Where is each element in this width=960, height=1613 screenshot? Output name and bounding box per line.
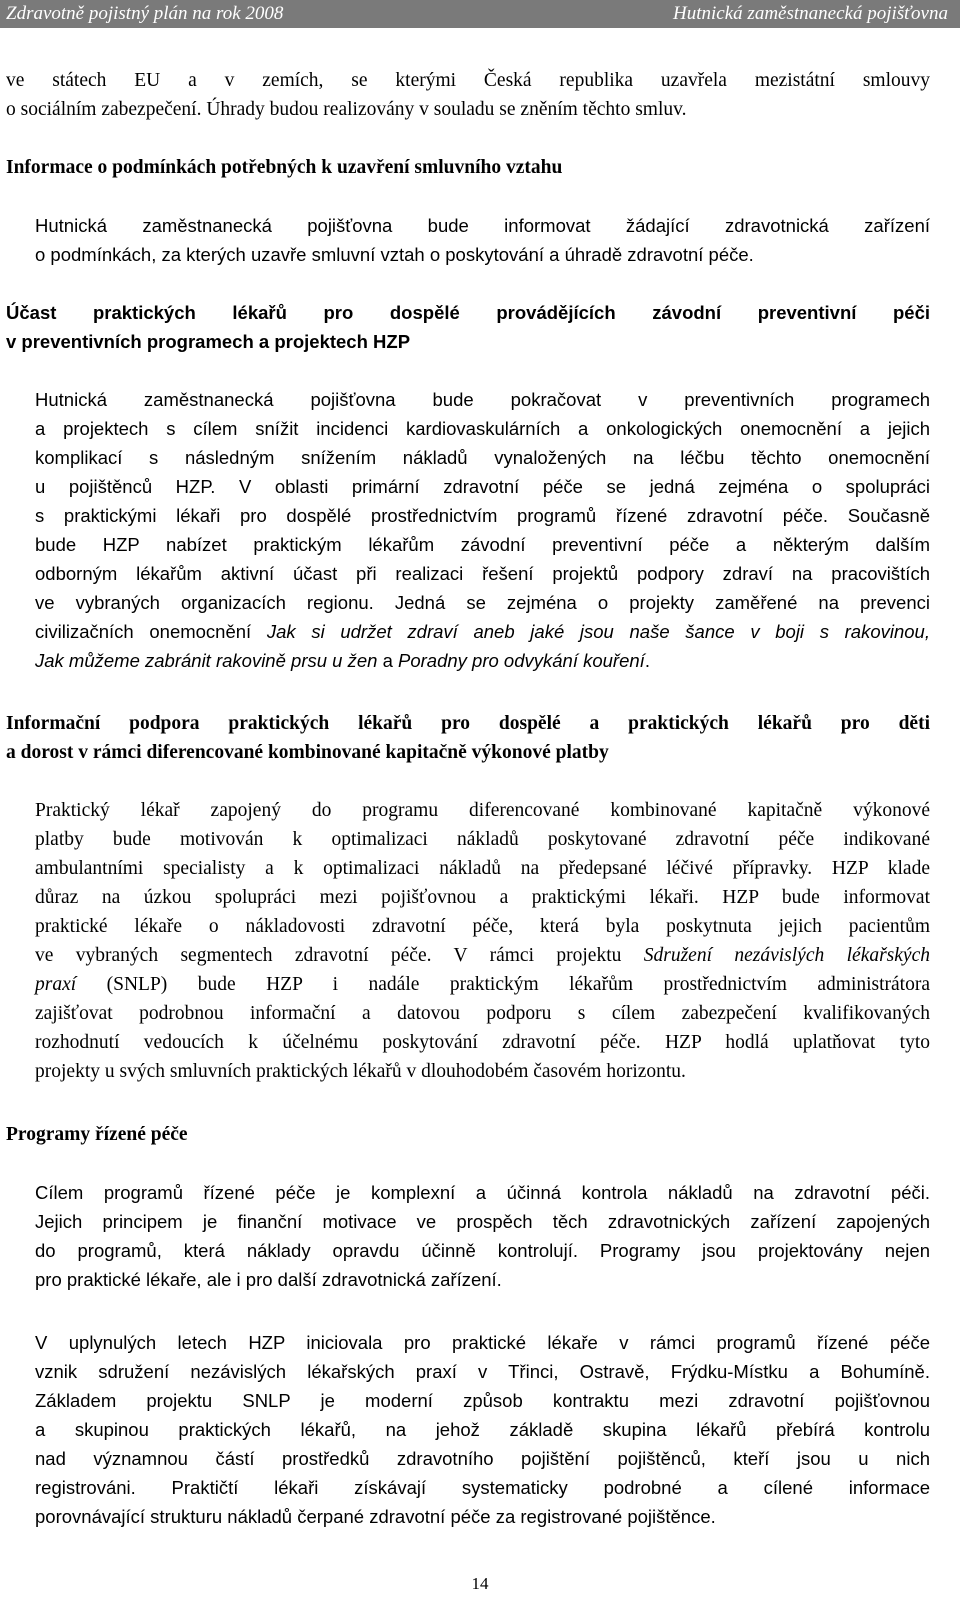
text-line: o podmínkách, za kterých uzavře smluvní vztah o poskytování a úhradě zdravotní péče. (35, 244, 754, 265)
page-header (0, 0, 960, 28)
section-heading-contract-info (6, 153, 930, 182)
text-line (6, 646, 930, 675)
text-line: Jejich principem je finanční motivace ve prospěch těch zdravotnických zařízení zapojených (35, 1211, 930, 1232)
page-number: 14 (471, 1574, 489, 1593)
text-fragment: ve vybraných segmentech zdravotní péče. V rámci projektu (35, 945, 622, 966)
text-fragment: civilizačních onemocnění (35, 621, 252, 642)
text-fragment: . (644, 650, 650, 671)
text-line: Praktický lékař zapojený do programu diferencované kombinované kapitačně výkonové (35, 800, 930, 821)
header-document-title: Zdravotně pojistný plán na rok 2008 (6, 3, 284, 24)
section-heading-information-support (6, 709, 930, 767)
text-line: V uplynulých letech HZP iniciovala pro praktické lékaře v rámci programů řízené péče (35, 1332, 930, 1353)
text-line (6, 617, 930, 646)
text-fragment: a (382, 650, 393, 671)
text-line: o sociálním zabezpečení. Úhrady budou realizovány v souladu se zněním těchto smluv. (6, 99, 687, 120)
text-line: praktické lékaře o nákladovosti zdravotní péče, která byla poskytnuta jejich pacientům (35, 916, 930, 937)
text-fragment: (SNLP) bude HZP i nadále praktickým lékařům prostřednictvím administrátora (106, 974, 931, 995)
paragraph-contract-info (6, 211, 930, 269)
heading-line: Účast praktických lékařů pro dospělé provádějících závodní preventivní péči (6, 302, 930, 323)
text-line: ve vybraných organizacích regionu. Jedná se zejména o projekty zaměřené na prevenci (35, 592, 930, 613)
project-title-italic: Sdružení nezávislých lékařských (643, 945, 930, 966)
document-body (6, 66, 930, 1531)
section-heading-managed-care (6, 1120, 930, 1149)
text-line: rozhodnutí vedoucích k účelnému poskytování zdravotní péče. HZP hodlá uplatňovat tyto (35, 1032, 930, 1053)
project-title-italic: Jak můžeme zabránit rakovině prsu u žen (35, 650, 378, 671)
paragraph-preventive-care (6, 385, 930, 675)
text-line: platby bude motivován k optimalizaci nákladů poskytované zdravotní péče indikované (35, 829, 930, 850)
project-title-italic: Jak si udržet zdraví aneb jaké jsou naše šance v boji s rakovinou, (266, 621, 930, 642)
text-line: porovnávající strukturu nákladů čerpané zdravotní péče za registrované pojištěnce. (35, 1506, 716, 1527)
text-line: vznik sdružení nezávislých lékařských praxí v Třinci, Ostravě, Frýdku-Místku a Bohumíně. (35, 1361, 930, 1382)
heading-line: a dorost v rámci diferencované kombinované kapitačně výkonové platby (6, 742, 609, 763)
text-line: pro praktické lékaře, ale i pro další zdravotnická zařízení. (35, 1269, 502, 1290)
text-line: nad významnou částí prostředků zdravotního pojištění pojištěnců, kteří jsou u nich (35, 1448, 930, 1469)
text-line: u pojištěnců HZP. V oblasti primární zdravotní péče se jedná zejména o spolupráci (35, 476, 930, 497)
text-line: Cílem programů řízené péče je komplexní a účinná kontrola nákladů na zdravotní péči. (35, 1182, 930, 1203)
text-line (6, 941, 930, 970)
text-line: bude HZP nabízet praktickým lékařům závodní preventivní péče a některým dalším (35, 534, 930, 555)
heading-line: Informace o podmínkách potřebných k uzavření smluvního vztahu (6, 157, 563, 178)
text-line: projekty u svých smluvních praktických lékařů v dlouhodobém časovém horizontu. (35, 1061, 686, 1082)
section-heading-preventive-care (6, 298, 930, 356)
text-line: a skupinou praktických lékařů, na jehož základě skupina lékařů přebírá kontrolu (35, 1419, 930, 1440)
text-line: ambulantními specialisty a k optimalizaci nákladů na předepsané léčivé přípravky. HZP klade (35, 858, 930, 879)
paragraph-intro (6, 66, 930, 124)
heading-line: Informační podpora praktických lékařů pro dospělé a praktických lékařů pro děti (6, 713, 930, 734)
text-line: do programů, která náklady opravdu účinně kontrolují. Programy jsou projektovány nejen (35, 1240, 930, 1261)
text-line: důraz na úzkou spolupráci mezi pojišťovnou a praktickými lékaři. HZP bude informovat (35, 887, 930, 908)
text-line: a projektech s cílem snížit incidenci kardiovaskulárních a onkologických onemocnění a jejich (35, 418, 930, 439)
text-line (6, 970, 930, 999)
header-insurer-name: Hutnická zaměstnanecká pojišťovna (673, 3, 948, 24)
text-line: ve státech EU a v zemích, se kterými Česká republika uzavřela mezistátní smlouvy (6, 70, 930, 91)
project-title-italic: praxí (35, 974, 77, 995)
text-line: Hutnická zaměstnanecká pojišťovna bude pokračovat v preventivních programech (35, 389, 930, 410)
paragraph-information-support (6, 796, 930, 1086)
text-line: zajišťovat podrobnou informační a datovou podporu s cílem zabezpečení kvalifikovaných (35, 1003, 930, 1024)
text-line: odborným lékařům aktivní účast při realizaci řešení projektů podpory zdraví na pracovištích (35, 563, 930, 584)
text-line: s praktickými lékaři pro dospělé prostřednictvím programů řízené zdravotní péče. Současně (35, 505, 930, 526)
text-line: Hutnická zaměstnanecká pojišťovna bude informovat žádající zdravotnická zařízení (35, 215, 930, 236)
heading-line: Programy řízené péče (6, 1124, 188, 1145)
text-line: komplikací s následným snížením nákladů vynaložených na léčbu těchto onemocnění (35, 447, 930, 468)
paragraph-managed-care (6, 1178, 930, 1294)
paragraph-snlp-history (6, 1328, 930, 1531)
heading-line: v preventivních programech a projektech HZP (6, 331, 411, 352)
text-line: registrováni. Praktičtí lékaři získávají systematicky podrobné a cílené informace (35, 1477, 930, 1498)
project-title-italic: Poradny pro odvykání kouření (398, 650, 645, 671)
text-line: Základem projektu SNLP je moderní způsob kontraktu mezi zdravotní pojišťovnou (35, 1390, 930, 1411)
